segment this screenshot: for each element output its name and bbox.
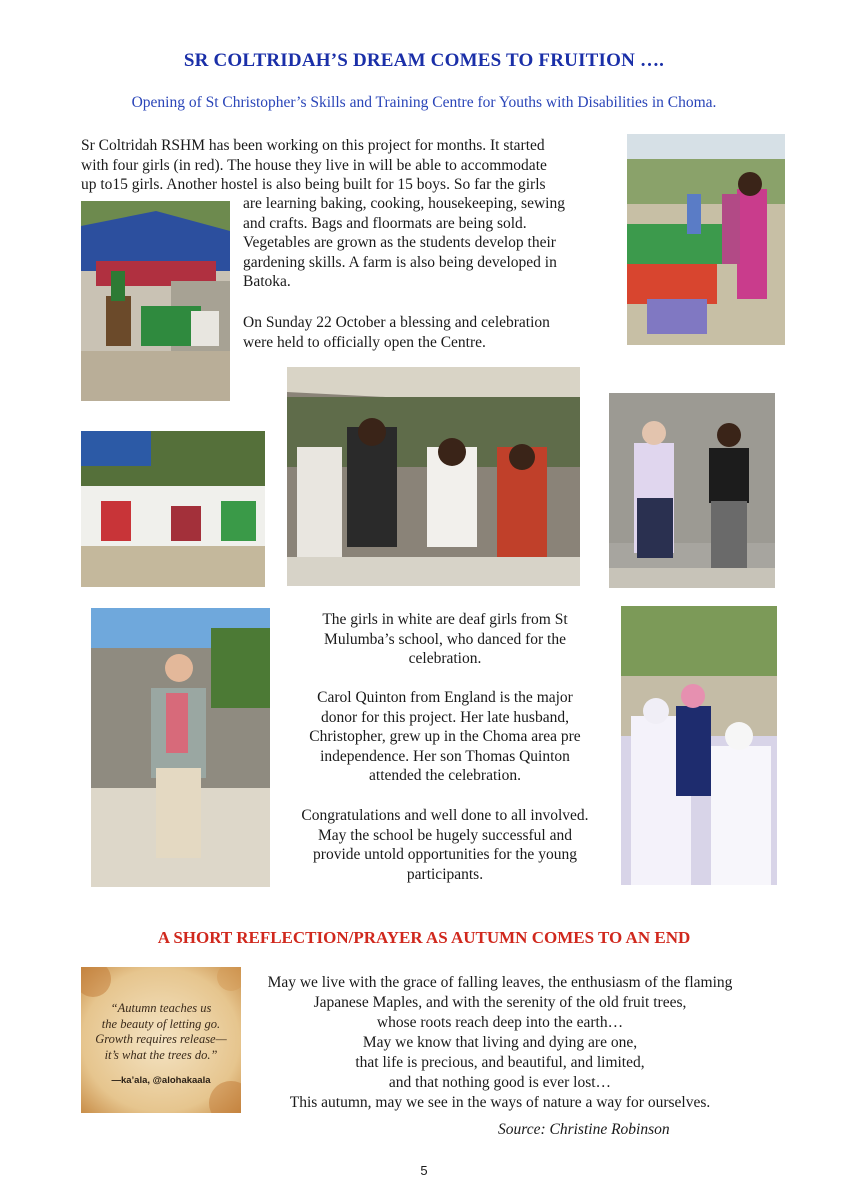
page-number: 5 (420, 1163, 428, 1178)
quote-line: the beauty of letting go. (101, 1016, 221, 1031)
congregation-photo (81, 431, 265, 587)
quote-line: it’s what the trees do.” (104, 1047, 218, 1062)
prayer-line: that life is precious, and beautiful, and limited, (355, 1054, 645, 1071)
autumn-quote-card (81, 967, 241, 1113)
middle-text (282, 610, 608, 669)
girls-line: Mulumba’s school, who danced for the (324, 630, 566, 648)
congrats-line: provide untold opportunities for the young (313, 846, 577, 863)
intro-line: are learning baking, cooking, housekeeping, sewing (243, 195, 565, 212)
girls-line: The girls in white are deaf girls from St (322, 611, 568, 628)
intro-line: Sr Coltridah RSHM has been working on this project for months. It started (81, 137, 545, 154)
intro-line: with four girls (in red). The house they live in will be able to accommodate (81, 156, 547, 174)
two-women-photo (609, 393, 775, 588)
page-subtitle: Opening of St Christopher’s Skills and Training Centre for Youths with Disabilities in Choma. (131, 94, 717, 111)
blessing-line: were held to officially open the Centre. (243, 333, 486, 351)
intro-line: up to15 girls. Another hostel is also being built for 15 boys. So far the girls (81, 176, 546, 193)
donor-text (282, 688, 608, 786)
girls-line: celebration. (408, 650, 482, 667)
dancing-girls-photo (621, 606, 777, 885)
intro-line: Batoka. (243, 273, 291, 290)
quote-author: —ka’ala, @alohakaala (111, 1075, 211, 1086)
intro-line: Vegetables are grown as the students develop their (243, 234, 556, 251)
reflection-prayer (240, 973, 760, 1113)
tent-gathering-photo (287, 367, 580, 586)
congrats-line: participants. (406, 865, 484, 883)
congrats-text (282, 806, 608, 884)
donor-line: attended the celebration. (369, 767, 521, 784)
intro-line: and crafts. Bags and floormats are being sold. (243, 214, 527, 232)
blessing-line: On Sunday 22 October a blessing and celebration (243, 314, 550, 331)
page-title: SR COLTRIDAH’S DREAM COMES TO FRUITION …. (183, 50, 665, 71)
reflection-source: Source: Christine Robinson (498, 1121, 670, 1138)
blessing-paragraph (243, 313, 623, 352)
quote-line: “Autumn teaches us (110, 1001, 212, 1015)
congrats-line: May the school be hugely successful and (318, 826, 572, 844)
quote-text (87, 1001, 235, 1063)
reflection-title: A SHORT REFLECTION/PRAYER AS AUTUMN COMES TO AN END (157, 928, 691, 947)
donor-line: Christopher, grew up in the Choma area pre (309, 728, 581, 745)
prayer-line: Japanese Maples, and with the serenity of the old fruit trees, (313, 994, 687, 1011)
donor-line: donor for this project. Her late husband, (321, 708, 569, 726)
quote-line: Growth requires release— (95, 1032, 227, 1046)
intro-paragraph-continued (243, 194, 623, 292)
intro-paragraph (81, 136, 621, 195)
altar-photo (81, 201, 230, 401)
congrats-line: Congratulations and well done to all involved. (301, 807, 589, 824)
man-waving-photo (91, 608, 270, 887)
intro-line: gardening skills. A farm is also being developed in (243, 253, 557, 271)
donor-line: independence. Her son Thomas Quinton (320, 747, 570, 765)
prayer-line: This autumn, may we see in the ways of nature a way for ourselves. (289, 1094, 711, 1111)
prayer-line: May we know that living and dying are one, (362, 1034, 638, 1051)
prayer-line: and that nothing good is ever lost… (388, 1074, 612, 1091)
donor-line: Carol Quinton from England is the major (317, 689, 573, 706)
women-chairs-photo (627, 134, 785, 345)
prayer-line: whose roots reach deep into the earth… (376, 1014, 624, 1031)
prayer-line: May we live with the grace of falling leaves, the enthusiasm of the flaming (267, 974, 733, 991)
